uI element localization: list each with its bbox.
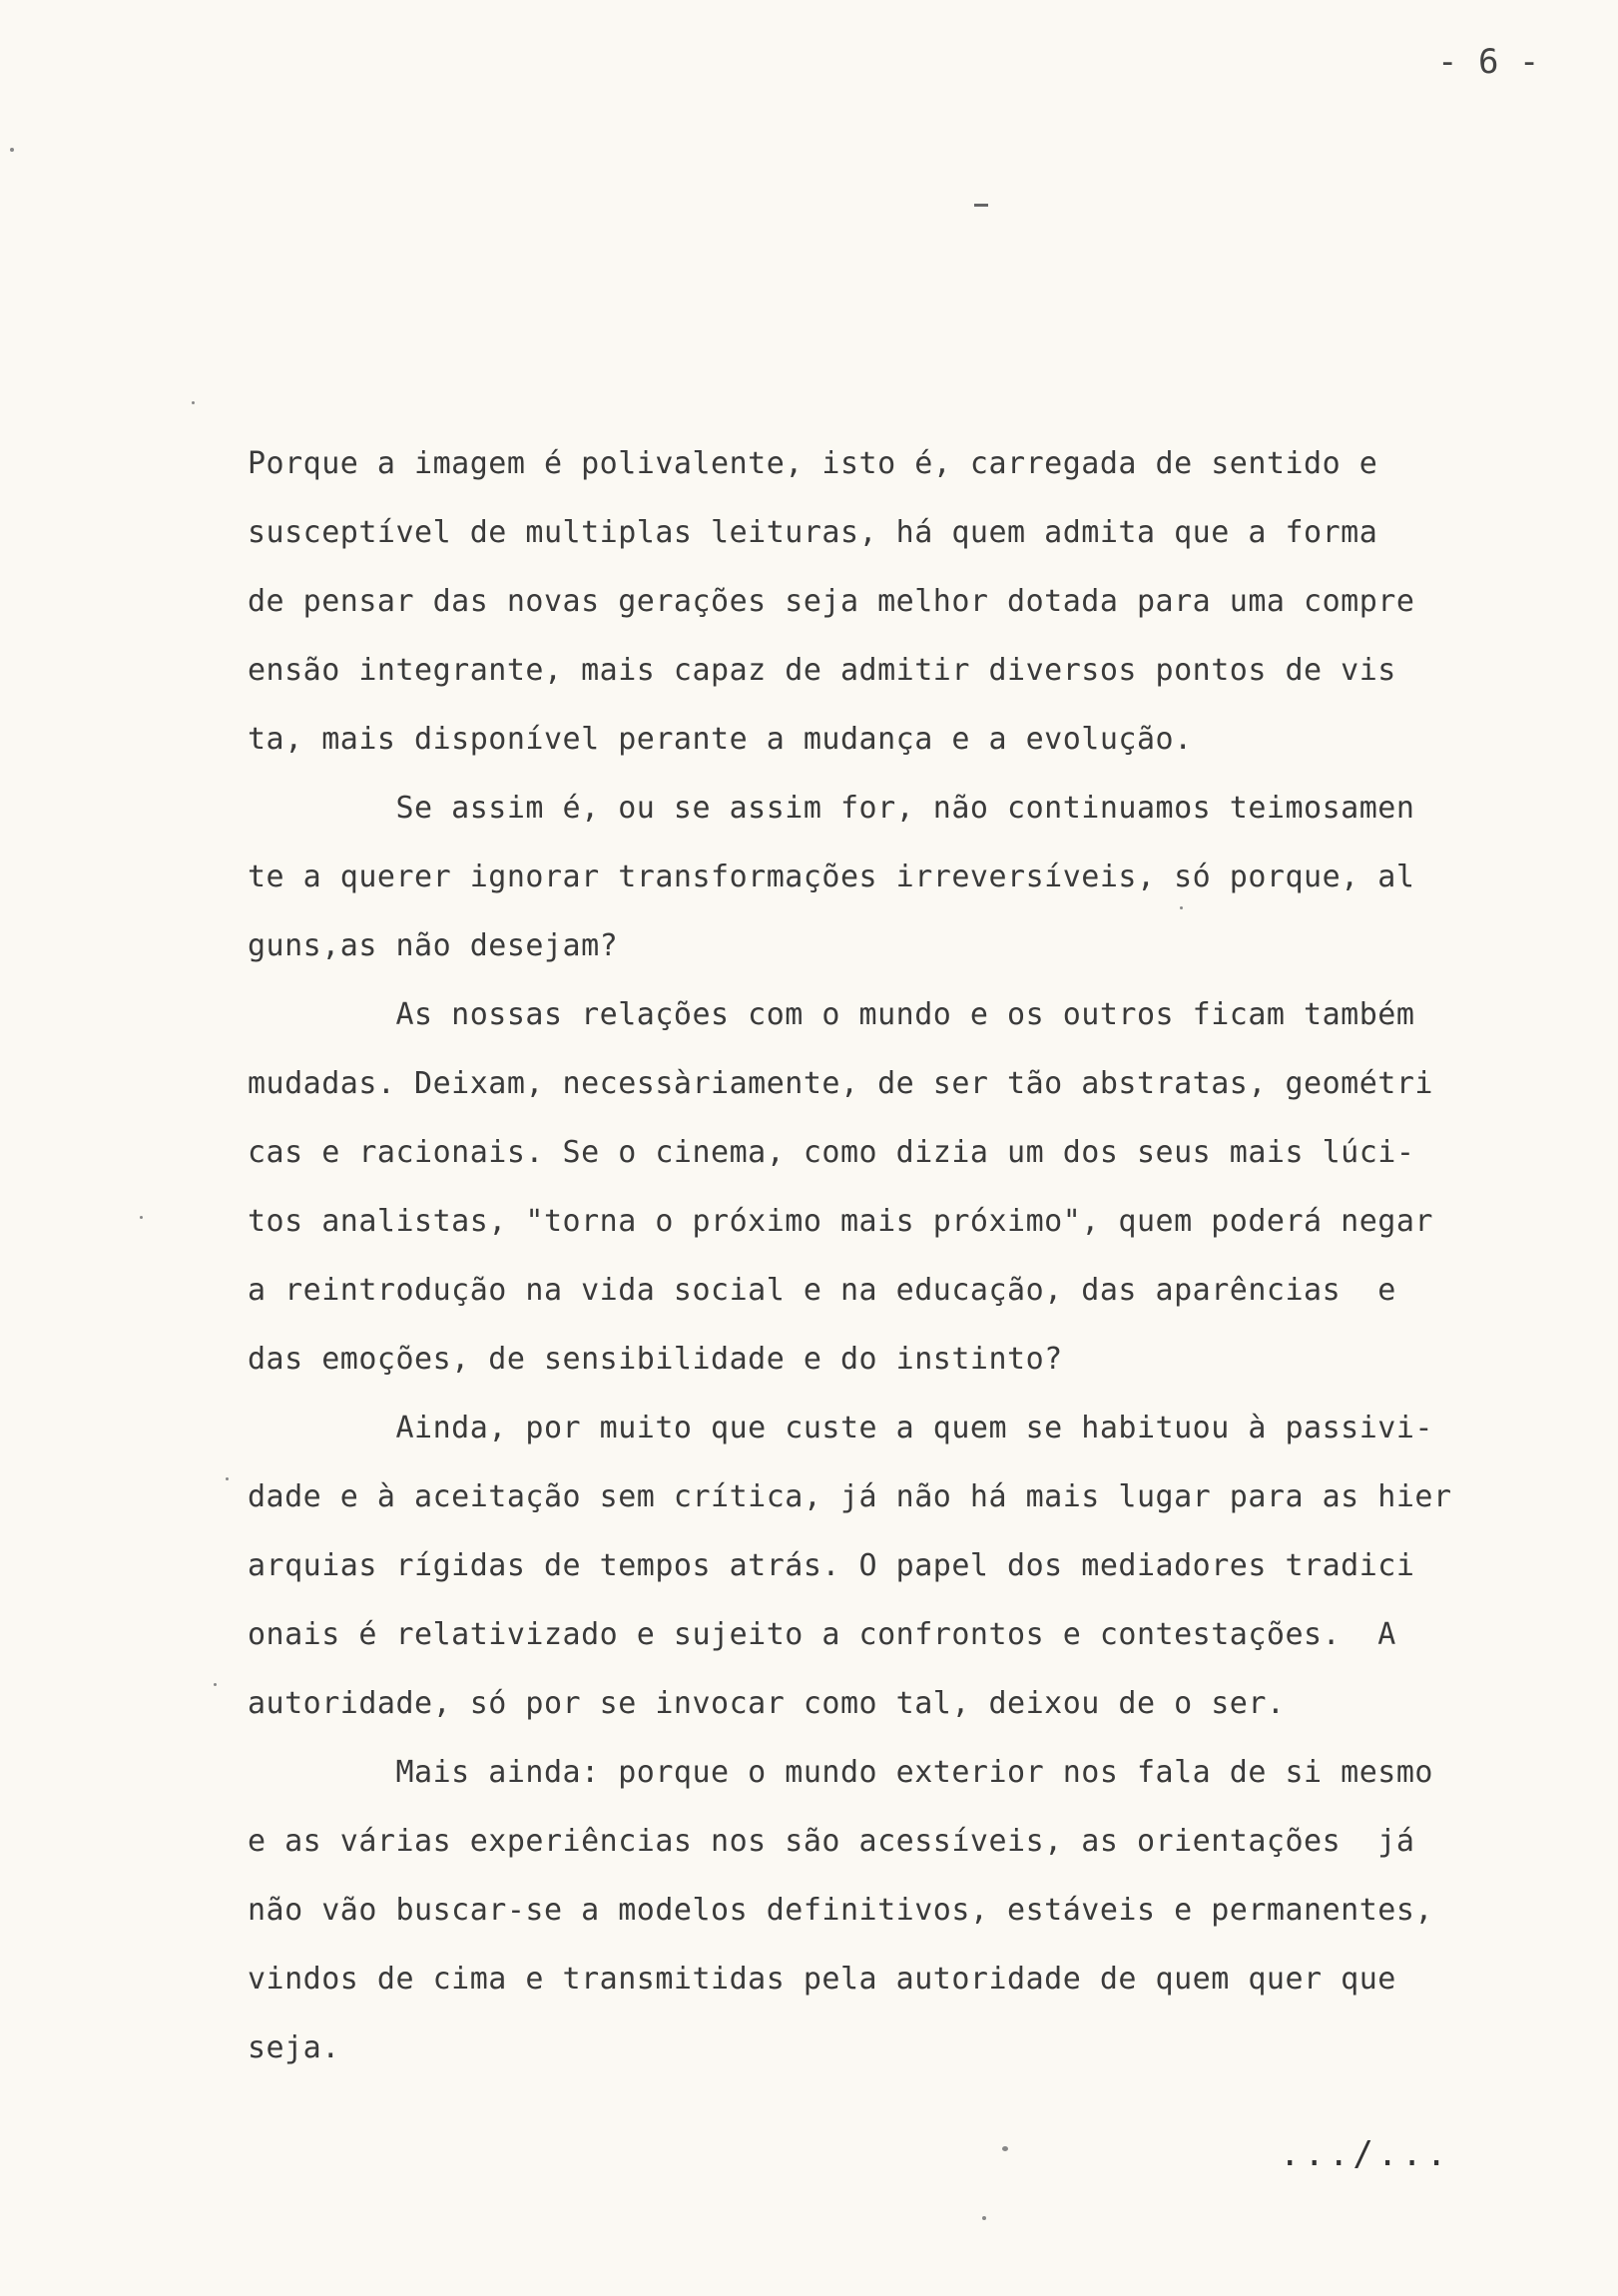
body-text bbox=[248, 429, 1485, 2082]
text-line: Se assim é, ou se assim for, não continuamos teimosamen bbox=[248, 791, 1415, 826]
text-line: guns,as não desejam? bbox=[248, 928, 619, 963]
text-line: arquias rígidas de tempos atrás. O papel dos mediadores tradici bbox=[248, 1548, 1415, 1583]
text-line: mudadas. Deixam, necessàriamente, de ser tão abstratas, geométri bbox=[248, 1066, 1433, 1101]
text-line: não vão buscar-se a modelos definitivos, estáveis e permanentes, bbox=[248, 1893, 1433, 1928]
paper-speck bbox=[140, 1216, 143, 1219]
paper-speck bbox=[226, 1477, 229, 1480]
text-line: de pensar das novas gerações seja melhor dotada para uma compre bbox=[248, 584, 1415, 619]
paper-speck bbox=[1180, 906, 1183, 909]
top-dash-mark bbox=[974, 204, 988, 207]
paper-speck bbox=[1002, 2146, 1008, 2151]
text-line: e as várias experiências nos são acessíveis, as orientações já bbox=[248, 1824, 1415, 1859]
text-line: cas e racionais. Se o cinema, como dizia um dos seus mais lúci- bbox=[248, 1135, 1415, 1170]
text-line: das emoções, de sensibilidade e do instinto? bbox=[248, 1342, 1063, 1377]
text-line: seja. bbox=[248, 2030, 340, 2065]
paper-speck bbox=[192, 401, 195, 404]
paper-speck bbox=[214, 1683, 217, 1686]
text-line: ensão integrante, mais capaz de admitir diversos pontos de vis bbox=[248, 653, 1396, 688]
text-line: ta, mais disponível perante a mudança e a evolução. bbox=[248, 722, 1193, 757]
text-line: dade e à aceitação sem crítica, já não há mais lugar para as hier bbox=[248, 1479, 1452, 1514]
text-line: te a querer ignorar transformações irreversíveis, só porque, al bbox=[248, 860, 1415, 894]
text-line: vindos de cima e transmitidas pela autoridade de quem quer que bbox=[248, 1962, 1396, 1997]
text-line: Mais ainda: porque o mundo exterior nos fala de si mesmo bbox=[248, 1755, 1433, 1790]
text-line: a reintrodução na vida social e na educação, das aparências e bbox=[248, 1273, 1396, 1308]
page-number: - 6 - bbox=[1437, 42, 1540, 82]
text-line: Ainda, por muito que custe a quem se habituou à passivi- bbox=[248, 1411, 1433, 1445]
text-line: tos analistas, "torna o próximo mais próximo", quem poderá negar bbox=[248, 1204, 1433, 1239]
text-line: onais é relativizado e sujeito a confrontos e contestações. A bbox=[248, 1617, 1396, 1652]
continuation-mark: .../... bbox=[1280, 2134, 1451, 2174]
text-line: autoridade, só por se invocar como tal, deixou de o ser. bbox=[248, 1686, 1286, 1721]
text-line: As nossas relações com o mundo e os outros ficam também bbox=[248, 997, 1415, 1032]
text-line: Porque a imagem é polivalente, isto é, carregada de sentido e bbox=[248, 446, 1378, 481]
paper-speck bbox=[10, 148, 14, 152]
paper-speck bbox=[982, 2216, 986, 2220]
text-line: susceptível de multiplas leituras, há quem admita que a forma bbox=[248, 515, 1378, 550]
